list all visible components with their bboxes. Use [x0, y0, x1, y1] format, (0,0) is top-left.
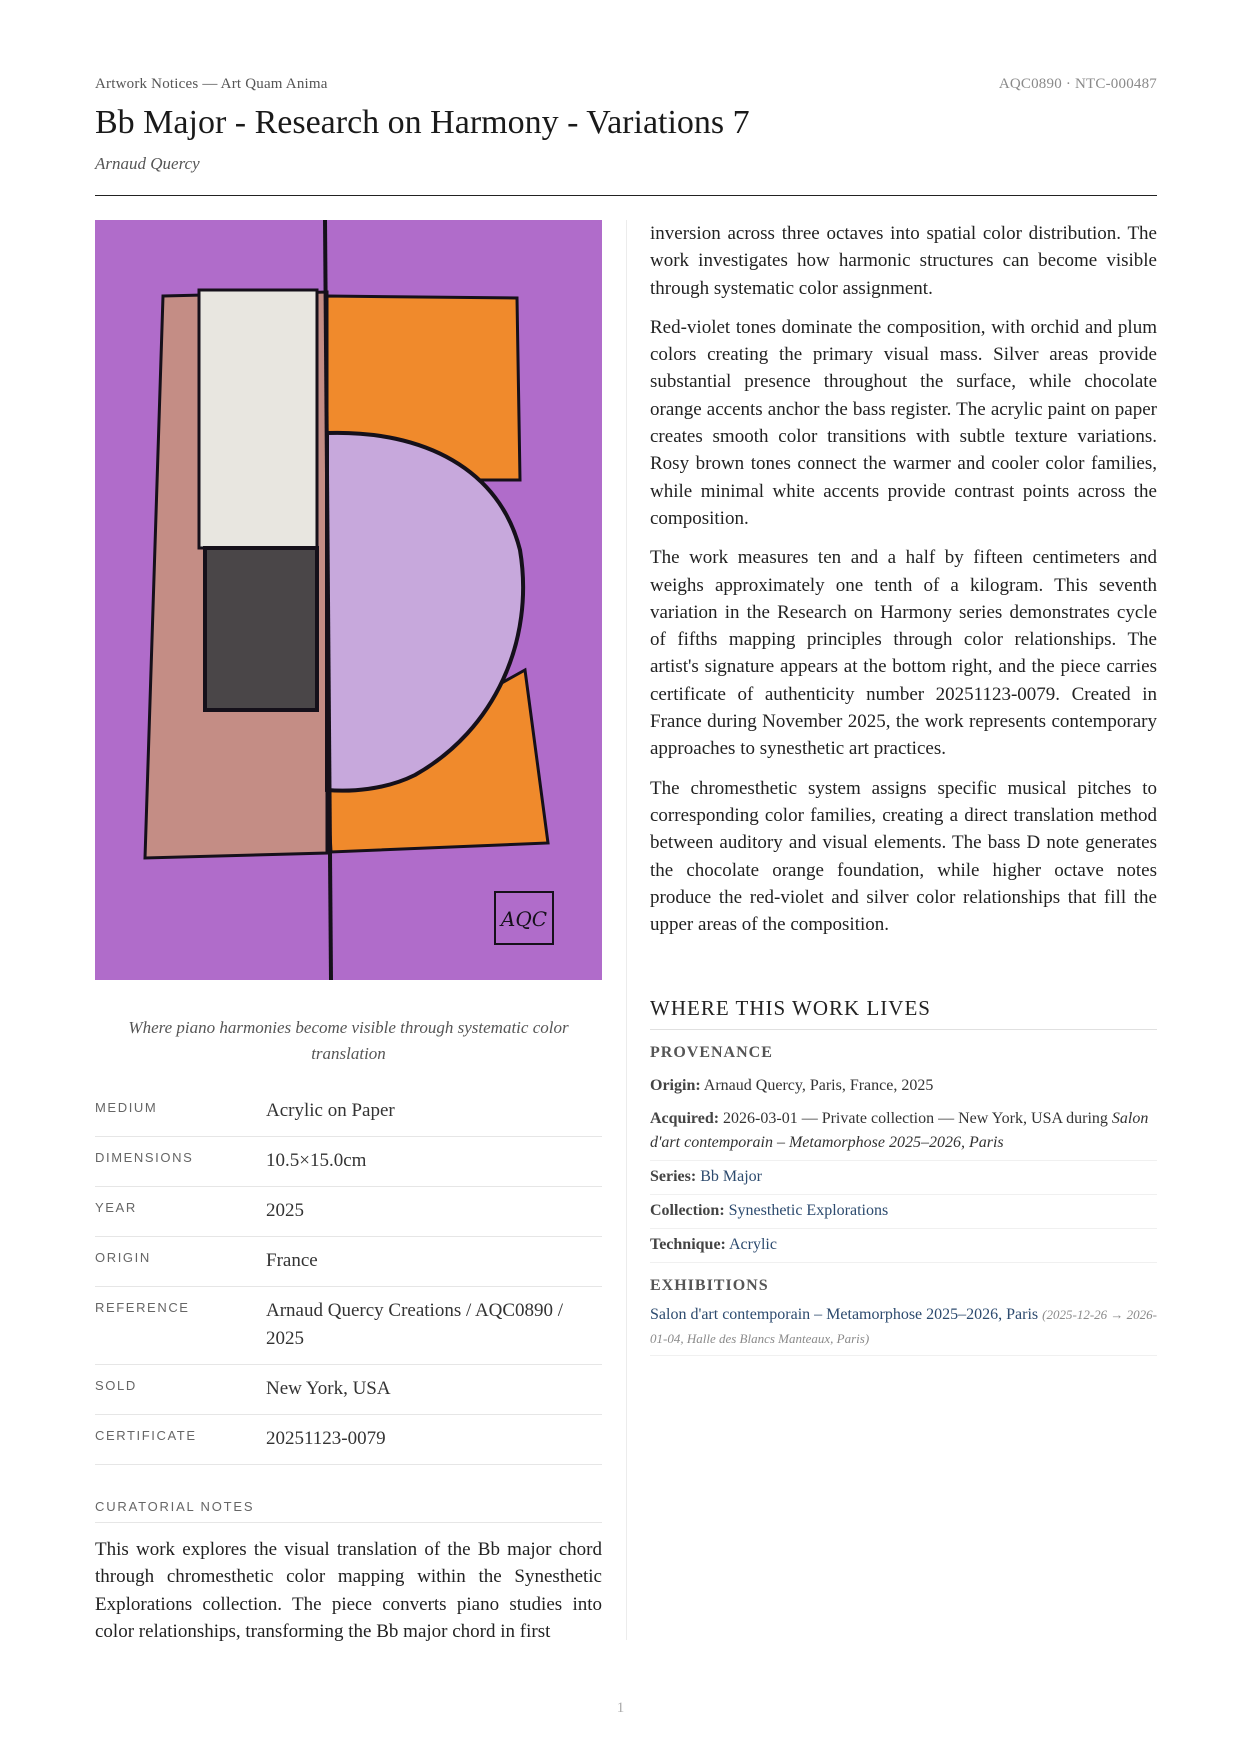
- detail-label: YEAR: [95, 1200, 137, 1215]
- detail-row-medium: [95, 1087, 602, 1137]
- collection-link[interactable]: Synesthetic Explorations: [728, 1202, 889, 1220]
- where-this-work-lives-heading: WHERE THIS WORK LIVES: [650, 996, 1157, 1030]
- detail-row-year: [95, 1187, 602, 1237]
- detail-value: Arnaud Quercy Creations / AQC0890 / 2025: [266, 1300, 564, 1349]
- curatorial-paragraph: Red-violet tones dominate the composition, with orchid and plum colors creating the primary visual mass. Silver areas provide substantial presence throughout the surface, while chocolate orange accents anchor the bass register. The acrylic paint on paper creates smooth color transitions with subtle texture variations. Rosy brown tones connect the warmer and cooler color families, while minimal white accents provide contrast points across the composition.: [650, 316, 1157, 529]
- detail-value: 2025: [266, 1200, 304, 1221]
- provenance-series: [650, 1161, 1157, 1195]
- details-table: [95, 1087, 602, 1465]
- page-title: Bb Major - Research on Harmony - Variations 7: [95, 104, 750, 141]
- technique-label: Technique:: [650, 1236, 726, 1254]
- silver-panel: [199, 290, 317, 548]
- detail-value: Acrylic on Paper: [266, 1100, 395, 1121]
- curatorial-paragraph: inversion across three octaves into spatial color distribution. The work investigates how harmonic structures can become visible through systematic color assignment.: [650, 223, 1157, 299]
- detail-row-certificate: [95, 1415, 602, 1465]
- detail-label: MEDIUM: [95, 1100, 158, 1115]
- breadcrumb: Artwork Notices — Art Quam Anima: [95, 76, 328, 92]
- detail-row-origin: [95, 1237, 602, 1287]
- signature-text: AQC: [500, 907, 548, 931]
- acquired-label: Acquired:: [650, 1110, 720, 1128]
- page-number: 1: [616, 1700, 625, 1716]
- curatorial-notes-heading: CURATORIAL NOTES: [95, 1499, 602, 1523]
- provenance-origin: [650, 1070, 1157, 1103]
- acquired-value: 2026-03-01 — Private collection — New York, USA during: [723, 1110, 1108, 1128]
- detail-row-reference: [95, 1287, 602, 1365]
- detail-value: New York, USA: [266, 1378, 391, 1399]
- detail-value: 20251123-0079: [266, 1428, 386, 1449]
- exhibition-meta: (2025-12-26 → 2026-01-04, Halle des Blancs Manteaux, Paris): [650, 1307, 1157, 1347]
- series-label: Series:: [650, 1168, 697, 1186]
- detail-row-sold: [95, 1365, 602, 1415]
- left-column: [95, 220, 602, 1645]
- artist-name: Arnaud Quercy: [95, 154, 200, 173]
- header-top: [95, 76, 1157, 96]
- detail-label: DIMENSIONS: [95, 1150, 194, 1165]
- charcoal-panel: [205, 548, 317, 710]
- exhibitions-heading: EXHIBITIONS: [650, 1277, 769, 1295]
- document-page: [95, 0, 1157, 1754]
- detail-value: 10.5×15.0cm: [266, 1150, 367, 1171]
- curatorial-paragraph: The chromesthetic system assigns specific musical pitches to corresponding color families, creating a direct translation method between auditory and visual elements. The bass D note generates the chocolate orange foundation, while higher octave notes produce the red-violet and silver color relationships that fill the upper areas of the composition.: [650, 777, 1157, 936]
- detail-row-dimensions: [95, 1137, 602, 1187]
- exhibition-item: [650, 1303, 1157, 1356]
- exhibition-link[interactable]: Salon d'art contemporain – Metamorphose 2025–2026, Paris: [650, 1306, 1039, 1324]
- detail-label: SOLD: [95, 1378, 137, 1393]
- provenance-heading: PROVENANCE: [650, 1044, 773, 1062]
- detail-label: REFERENCE: [95, 1300, 190, 1315]
- reference-code: AQC0890 · NTC-000487: [998, 76, 1157, 92]
- curatorial-notes-intro: This work explores the visual translation of the Bb major chord through chromesthetic color mapping within the Synesthetic Explorations collection. The piece converts piano studies into color relationships, transforming the Bb major chord in first: [95, 1539, 602, 1642]
- detail-value: France: [266, 1250, 318, 1271]
- header-rule: [95, 195, 1157, 196]
- acquired-event: Salon d'art contemporain – Metamorphose 2025–2026, Paris: [650, 1110, 1149, 1152]
- artwork-image: [95, 220, 602, 980]
- provenance-technique: [650, 1229, 1157, 1263]
- column-divider: [626, 220, 627, 1640]
- series-link[interactable]: Bb Major: [700, 1168, 762, 1186]
- origin-value: Arnaud Quercy, Paris, France, 2025: [703, 1077, 934, 1095]
- detail-label: CERTIFICATE: [95, 1428, 197, 1443]
- collection-label: Collection:: [650, 1202, 725, 1220]
- artwork-caption: Where piano harmonies become visible through systematic color translation: [128, 1018, 569, 1063]
- curatorial-paragraph: The work measures ten and a half by fifteen centimeters and weighs approximately one tenth of a kilogram. This seventh variation in the Research on Harmony series demonstrates cycle of fifths mapping principles through color relationships. The artist's signature appears at the bottom right, and the piece carries certificate of authenticity number 20251123-0079. Created in France during November 2025, the work represents contemporary approaches to synesthetic art practices.: [650, 547, 1157, 760]
- detail-label: ORIGIN: [95, 1250, 151, 1265]
- provenance-acquired: [650, 1103, 1157, 1161]
- technique-link[interactable]: Acrylic: [729, 1236, 777, 1254]
- origin-label: Origin:: [650, 1077, 701, 1095]
- provenance-collection: [650, 1195, 1157, 1229]
- right-column: [650, 220, 1157, 1356]
